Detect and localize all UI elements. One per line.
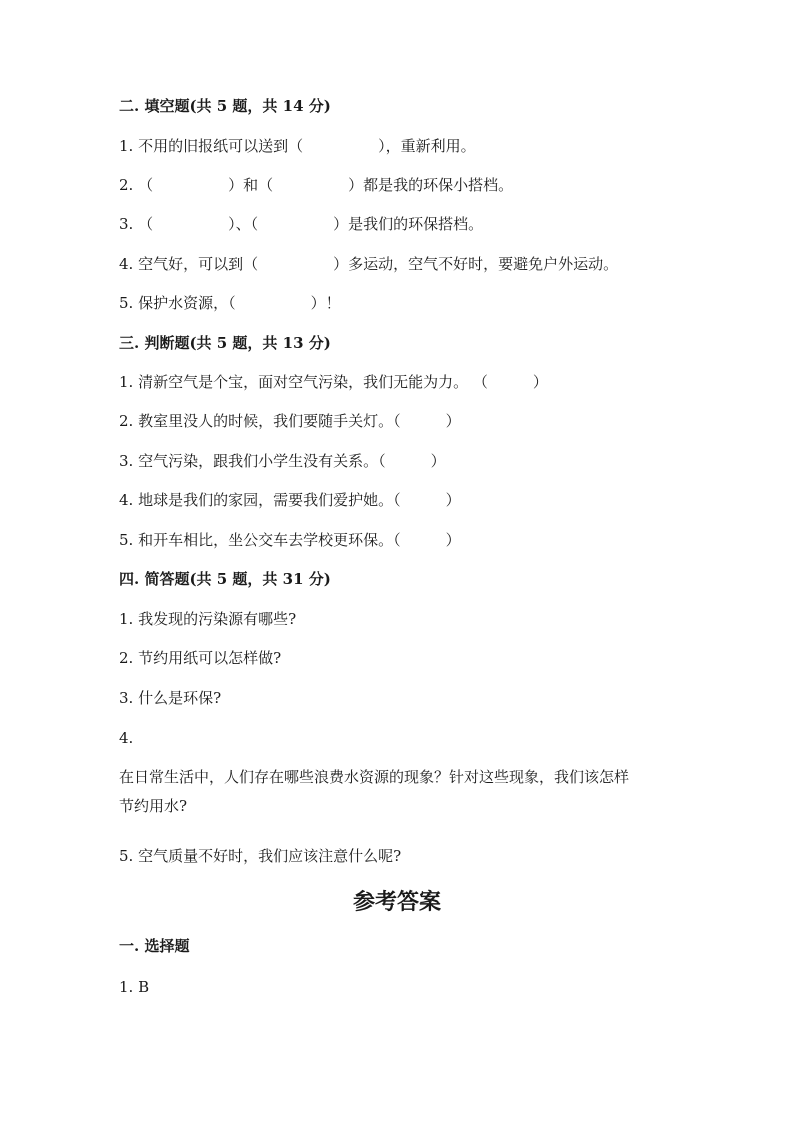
section-heading-short-answer: 四. 简答题(共 5 题，共 31 分) <box>119 570 331 588</box>
question-tf-5: 5. 和开车相比，坐公交车去学校更环保。（ ） <box>119 531 461 549</box>
question-tf-1: 1. 清新空气是个宝，面对空气污染，我们无能为力。 （ ） <box>119 373 548 391</box>
question-tf-2: 2. 教室里没人的时候，我们要随手关灯。（ ） <box>119 412 461 430</box>
question-sa-2: 2. 节约用纸可以怎样做? <box>119 649 282 667</box>
answer-1: 1. B <box>119 978 150 996</box>
question-fill-2: 2. （ ）和（ ）都是我的环保小搭档。 <box>119 176 514 194</box>
question-fill-3: 3. （ ）、（ ）是我们的环保搭档。 <box>119 215 484 233</box>
question-sa-4-number: 4. <box>119 729 134 747</box>
question-fill-1: 1. 不用的旧报纸可以送到（ ），重新利用。 <box>119 137 476 155</box>
question-sa-3: 3. 什么是环保? <box>119 689 222 707</box>
question-sa-5: 5. 空气质量不好时，我们应该注意什么呢? <box>119 847 402 865</box>
question-fill-5: 5. 保护水资源，（ ）！ <box>119 294 341 312</box>
question-sa-1: 1. 我发现的污染源有哪些? <box>119 610 297 628</box>
question-tf-3: 3. 空气污染，跟我们小学生没有关系。（ ） <box>119 452 446 470</box>
question-fill-4: 4. 空气好，可以到（ ）多运动，空气不好时，要避免户外运动。 <box>119 255 619 273</box>
question-sa-4-text-line1: 在日常生活中，人们存在哪些浪费水资源的现象？针对这些现象，我们该怎样 <box>119 768 630 786</box>
answers-section-heading: 一. 选择题 <box>119 937 190 955</box>
question-sa-4-text-line2: 节约用水? <box>119 797 188 815</box>
section-heading-fill-in: 二. 填空题(共 5 题，共 14 分) <box>119 97 331 115</box>
answers-title: 参考答案 <box>352 889 441 915</box>
question-tf-4: 4. 地球是我们的家园，需要我们爱护她。（ ） <box>119 491 461 509</box>
section-heading-true-false: 三. 判断题(共 5 题，共 13 分) <box>119 334 331 352</box>
